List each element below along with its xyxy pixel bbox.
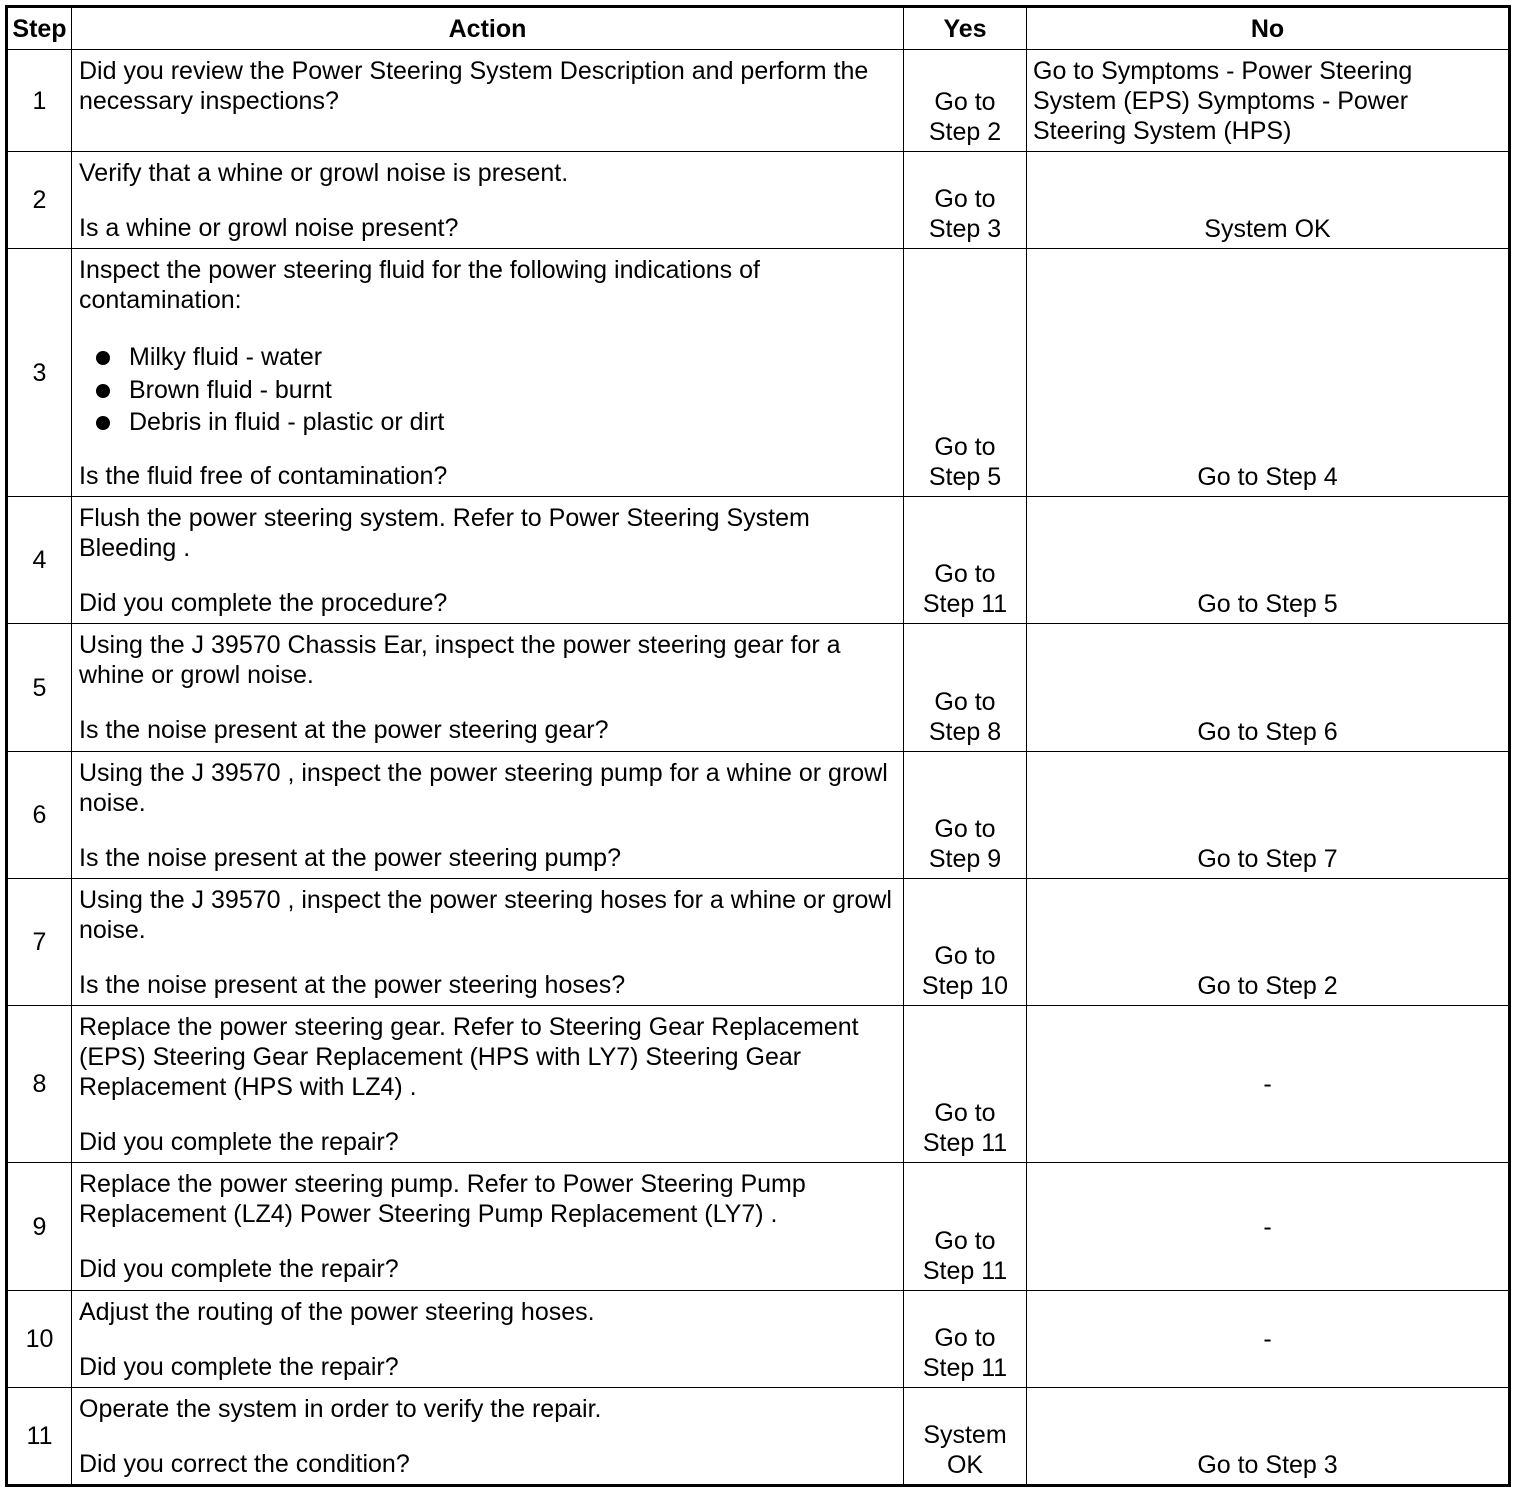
step-number: 2 — [7, 152, 72, 249]
action-text: Flush the power steering system. Refer to Power Steering System Bleeding . — [79, 504, 810, 562]
action-text: Verify that a whine or growl noise is present. — [79, 159, 569, 187]
column-header-action: Action — [72, 7, 904, 50]
table-row — [7, 152, 1510, 249]
step-number: 6 — [7, 752, 72, 879]
action-text: Did you review the Power Steering System Description and perform the necessary inspections? — [79, 57, 869, 115]
table-row — [7, 1163, 1510, 1291]
table-header-row — [7, 7, 1510, 50]
no-result: - — [1027, 1291, 1510, 1388]
list-item-text: Debris in fluid - plastic or dirt — [129, 408, 445, 436]
column-header-no: No — [1027, 7, 1510, 50]
action-question: Is the noise present at the power steering pump? — [79, 844, 621, 872]
action-cell — [72, 1006, 904, 1163]
bullet-icon — [96, 351, 110, 365]
action-cell — [72, 1163, 904, 1291]
table-row — [7, 50, 1510, 152]
action-cell — [72, 249, 904, 497]
yes-result: Go to Step 11 — [904, 1291, 1027, 1388]
table-row — [7, 497, 1510, 624]
table-row — [7, 1006, 1510, 1163]
bullet-icon — [96, 384, 110, 398]
no-result: Go to Step 3 — [1027, 1388, 1510, 1486]
action-cell — [72, 752, 904, 879]
action-text: Inspect the power steering fluid for the following indications of contamination: — [79, 256, 760, 314]
yes-result: System OK — [904, 1388, 1027, 1486]
step-number: 7 — [7, 879, 72, 1006]
action-question: Did you complete the repair? — [79, 1255, 399, 1283]
yes-result: Go to Step 5 — [904, 249, 1027, 497]
step-number: 9 — [7, 1163, 72, 1291]
no-result: Go to Step 4 — [1027, 249, 1510, 497]
no-result — [1027, 50, 1510, 152]
step-number: 5 — [7, 624, 72, 752]
action-cell — [72, 497, 904, 624]
list-item-text: Milky fluid - water — [129, 343, 323, 371]
action-question: Is the fluid free of contamination? — [79, 461, 448, 490]
action-text: Adjust the routing of the power steering hoses. — [79, 1298, 595, 1326]
no-result: System OK — [1027, 152, 1510, 249]
yes-result: Go to Step 2 — [904, 50, 1027, 152]
action-text: Replace the power steering pump. Refer to Power Steering Pump Replacement (LZ4) Power Steering Pump Replacement (LY7) . — [79, 1170, 806, 1228]
list-item-text: Brown fluid - burnt — [129, 375, 332, 404]
step-number: 11 — [7, 1388, 72, 1486]
no-result: Go to Step 2 — [1027, 879, 1510, 1006]
yes-result: Go to Step 3 — [904, 152, 1027, 249]
action-cell — [72, 50, 904, 152]
list-item — [79, 406, 901, 439]
yes-result: Go to Step 11 — [904, 497, 1027, 624]
action-question: Did you correct the condition? — [79, 1450, 410, 1478]
action-cell — [72, 152, 904, 249]
no-result: Go to Step 7 — [1027, 752, 1510, 879]
step-number: 8 — [7, 1006, 72, 1163]
action-cell — [72, 1291, 904, 1388]
step-number: 10 — [7, 1291, 72, 1388]
step-number: 1 — [7, 50, 72, 152]
action-question: Is the noise present at the power steering hoses? — [79, 971, 626, 999]
step-number: 4 — [7, 497, 72, 624]
list-item — [79, 341, 901, 374]
action-cell — [72, 624, 904, 752]
yes-result: Go to Step 10 — [904, 879, 1027, 1006]
diagnostic-procedure-table — [5, 5, 1511, 1487]
table-row — [7, 249, 1510, 497]
yes-result: Go to Step 8 — [904, 624, 1027, 752]
action-text: Using the J 39570 , inspect the power steering hoses for a whine or growl noise. — [79, 886, 892, 944]
yes-result: Go to Step 11 — [904, 1163, 1027, 1291]
no-result-text: Go to Symptoms - Power Steering System (EPS) Symptoms - Power Steering System (HPS) — [1033, 57, 1413, 145]
action-question: Is the noise present at the power steering gear? — [79, 716, 609, 744]
no-result: Go to Step 5 — [1027, 497, 1510, 624]
table-row — [7, 1291, 1510, 1388]
no-result: Go to Step 6 — [1027, 624, 1510, 752]
action-question: Did you complete the repair? — [79, 1128, 399, 1156]
action-question: Did you complete the procedure? — [79, 589, 448, 617]
contamination-list — [79, 341, 901, 439]
column-header-yes: Yes — [904, 7, 1027, 50]
column-header-step: Step — [7, 7, 72, 50]
yes-result: Go to Step 11 — [904, 1006, 1027, 1163]
action-cell — [72, 1388, 904, 1486]
action-text: Using the J 39570 , inspect the power steering pump for a whine or growl noise. — [79, 759, 888, 817]
no-result: - — [1027, 1163, 1510, 1291]
step-number: 3 — [7, 249, 72, 497]
action-question: Is a whine or growl noise present? — [79, 214, 459, 242]
list-item — [79, 374, 901, 407]
table-row — [7, 1388, 1510, 1486]
table-row — [7, 624, 1510, 752]
action-text: Using the J 39570 Chassis Ear, inspect the power steering gear for a whine or growl noise. — [79, 631, 841, 689]
yes-result: Go to Step 9 — [904, 752, 1027, 879]
table-row — [7, 752, 1510, 879]
action-question: Did you complete the repair? — [79, 1353, 399, 1381]
action-cell — [72, 879, 904, 1006]
table-row — [7, 879, 1510, 1006]
no-result: - — [1027, 1006, 1510, 1163]
bullet-icon — [96, 416, 110, 430]
action-text: Replace the power steering gear. Refer to Steering Gear Replacement (EPS) Steering Gear Replacement (HPS with LY7) Steering Gear Replacement (HPS with LZ4) . — [79, 1013, 859, 1101]
action-text: Operate the system in order to verify the repair. — [79, 1395, 602, 1423]
